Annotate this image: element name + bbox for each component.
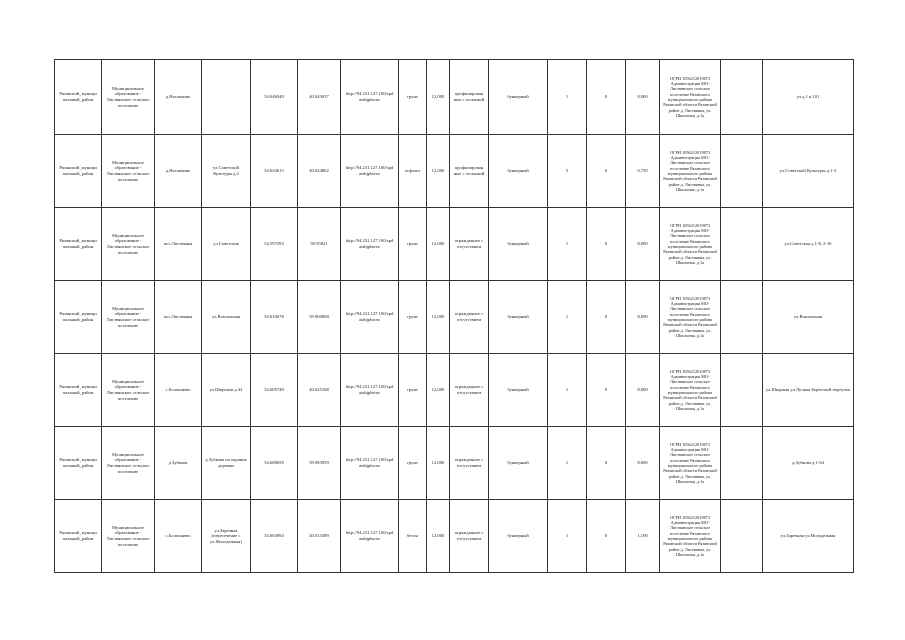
district-cell: Рязанский_муници пальный_район (55, 135, 102, 208)
municipality-cell: Муниципальное образование - Листвянское сельское поселение (102, 281, 155, 354)
locality-cell: д.Насонково (155, 135, 202, 208)
container-type-cell: бункерный (489, 427, 548, 500)
area-cell: 12,000 (427, 354, 450, 427)
source-link-cell: http://94.231.127.100/spd atabjpbsrez (341, 354, 399, 427)
table-row (55, 60, 854, 135)
street-cell: ул.Заречная (пересечение с ул.Молодежная) (202, 500, 251, 573)
volume-cell: 1,100 (626, 500, 660, 573)
area-cell: 12,000 (427, 427, 450, 500)
served-objects-cell: ул.Советской Культуры д.1-3 (763, 135, 854, 208)
served-objects-cell: ул.д.1 к.101 (763, 60, 854, 135)
source-link-cell: http://94.231.127.100/spd atabjpbsrez (341, 500, 399, 573)
municipality-cell: Муниципальное образование - Листвянское сельское поселение (102, 208, 155, 281)
source-link-cell: http://94.231.127.100/spd atabjpbsrez (341, 135, 399, 208)
longitude-cell: 39.95821 (298, 208, 341, 281)
cover-cell: огражденное с отсутствием (450, 208, 489, 281)
longitude-cell: 40.013389 (298, 500, 341, 573)
cover-cell: огражденное с отсутствием (450, 500, 489, 573)
locality-cell: с.Болошнево (155, 500, 202, 573)
latitude-cell: 54.604994 (251, 500, 298, 573)
longitude-cell: 40.024862 (298, 135, 341, 208)
cover-cell: профилирован ные с отсыпкой (450, 60, 489, 135)
container-type-cell: бункерный (489, 281, 548, 354)
table-row (55, 427, 854, 500)
planned-count-cell: 0 (587, 208, 626, 281)
latitude-cell: 54.608658 (251, 427, 298, 500)
owner-cell: ОГРН 1056212019873 Администрация МО-Листвянское сельское поселение Рязанского муниципального района Рязанской области Рязанский район д. Листвянка, ул. Школьная, д.1а (660, 135, 721, 208)
area-cell: 12,000 (427, 60, 450, 135)
latitude-cell: 54.646940 (251, 60, 298, 135)
locality-cell: д.Зубкова (155, 427, 202, 500)
latitude-cell: 54.597293 (251, 208, 298, 281)
surface-cell: бетон (399, 500, 427, 573)
container-count-cell: 1 (548, 281, 587, 354)
extra-cell (721, 427, 763, 500)
owner-cell: ОГРН 1056212019873 Администрация МО-Листвянское сельское поселение Рязанского муниципального района Рязанской области Рязанский район д. Листвянка, ул. Школьная, д.1а (660, 281, 721, 354)
planned-count-cell: 0 (587, 354, 626, 427)
served-objects-cell: ул.Заречная ул.Молодежная (763, 500, 854, 573)
municipality-cell: Муниципальное образование - Листвянское сельское поселение (102, 427, 155, 500)
container-count-cell: 5 (548, 135, 587, 208)
container-count-cell: 1 (548, 354, 587, 427)
district-cell: Рязанский_муници пальный_район (55, 500, 102, 573)
area-cell: 12,000 (427, 208, 450, 281)
container-count-cell: 1 (548, 60, 587, 135)
latitude-cell: 54.605748 (251, 354, 298, 427)
surface-cell: грунт (399, 281, 427, 354)
volume-cell: 8,000 (626, 281, 660, 354)
volume-cell: 8,000 (626, 208, 660, 281)
served-objects-cell: д.Зубкова д.1-64 (763, 427, 854, 500)
owner-cell: ОГРН 1056212019873 Администрация МО-Листвянское сельское поселение Рязанского муниципального района Рязанской области Рязанский район д. Листвянка, ул. Школьная, д.1а (660, 208, 721, 281)
container-count-cell: 1 (548, 500, 587, 573)
owner-cell: ОГРН 1056212019873 Администрация МО-Листвянское сельское поселение Рязанского муниципального района Рязанской области Рязанский район д. Листвянка, ул. Школьная, д.1а (660, 427, 721, 500)
table-row (55, 500, 854, 573)
extra-cell (721, 135, 763, 208)
owner-cell: ОГРН 1056212019873 Администрация МО-Листвянское сельское поселение Рязанского муниципального района Рязанской области Рязанский район д. Листвянка, ул. Школьная, д.1а (660, 354, 721, 427)
surface-cell: асфальт (399, 135, 427, 208)
planned-count-cell: 0 (587, 500, 626, 573)
cover-cell: огражденное с отсутствием (450, 354, 489, 427)
volume-cell: 0,750 (626, 135, 660, 208)
planned-count-cell: 0 (587, 60, 626, 135)
extra-cell (721, 281, 763, 354)
cover-cell: огражденное с отсутствием (450, 281, 489, 354)
district-cell: Рязанский_муници пальный_район (55, 427, 102, 500)
surface-cell: грунт (399, 60, 427, 135)
street-cell: ул.Широкая д.42 (202, 354, 251, 427)
owner-cell: ОГРН 1056212019873 Администрация МО-Листвянское сельское поселение Рязанского муниципального района Рязанской области Рязанский район д. Листвянка, ул. Школьная, д.1а (660, 60, 721, 135)
extra-cell (721, 208, 763, 281)
area-cell: 12,000 (427, 281, 450, 354)
planned-count-cell: 0 (587, 281, 626, 354)
street-cell: ул.Советской Культуры д.2 (202, 135, 251, 208)
container-type-cell: бункерный (489, 354, 548, 427)
longitude-cell: 40.043037 (298, 60, 341, 135)
surface-cell: грунт (399, 208, 427, 281)
municipality-cell: Муниципальное образование - Листвянское сельское поселение (102, 135, 155, 208)
cover-cell: огражденное с отсутствием (450, 427, 489, 500)
district-cell: Рязанский_муници пальный_район (55, 208, 102, 281)
latitude-cell: 54.634615 (251, 135, 298, 208)
street-cell: ул.Советская (202, 208, 251, 281)
municipality-cell: Муниципальное образование - Листвянское сельское поселение (102, 60, 155, 135)
longitude-cell: 39.960868 (298, 281, 341, 354)
container-type-cell: бункерный (489, 135, 548, 208)
locality-cell: пос.Листвянка (155, 281, 202, 354)
district-cell: Рязанский_муници пальный_район (55, 60, 102, 135)
cover-cell: профилирован ные с отсыпкой (450, 135, 489, 208)
table-row (55, 354, 854, 427)
longitude-cell: 39.983959 (298, 427, 341, 500)
surface-cell: грунт (399, 354, 427, 427)
municipality-cell: Муниципальное образование - Листвянское сельское поселение (102, 354, 155, 427)
source-link-cell: http://94.231.127.100/spd atabjpbsrez (341, 208, 399, 281)
planned-count-cell: 0 (587, 427, 626, 500)
latitude-cell: 54.610678 (251, 281, 298, 354)
volume-cell: 8,000 (626, 354, 660, 427)
source-link-cell: http://94.231.127.100/spd atabjpbsrez (341, 60, 399, 135)
municipality-cell: Муниципальное образование - Листвянское сельское поселение (102, 500, 155, 573)
longitude-cell: 40.025168 (298, 354, 341, 427)
extra-cell (721, 500, 763, 573)
container-type-cell: бункерный (489, 500, 548, 573)
served-objects-cell: ул.Советская д.1-8, 2-10 (763, 208, 854, 281)
container-type-cell: бункерный (489, 60, 548, 135)
area-cell: 12,000 (427, 500, 450, 573)
container-count-cell: 1 (548, 208, 587, 281)
served-objects-cell: ул.Широкая ул.Лучная Береговой переулок (763, 354, 854, 427)
extra-cell (721, 60, 763, 135)
source-link-cell: http://94.231.127.100/spd atabjpbsrez (341, 281, 399, 354)
waste-sites-table (54, 59, 854, 573)
street-cell: ул.Вокзальная (202, 281, 251, 354)
street-cell (202, 60, 251, 135)
volume-cell: 8,000 (626, 60, 660, 135)
district-cell: Рязанский_муници пальный_район (55, 281, 102, 354)
served-objects-cell: ул.Вокзальная (763, 281, 854, 354)
planned-count-cell: 0 (587, 135, 626, 208)
source-link-cell: http://94.231.127.100/spd atabjpbsrez (341, 427, 399, 500)
table-row (55, 208, 854, 281)
district-cell: Рязанский_муници пальный_район (55, 354, 102, 427)
locality-cell: пос.Листвянка (155, 208, 202, 281)
locality-cell: д.Насонково (155, 60, 202, 135)
container-count-cell: 1 (548, 427, 587, 500)
table-row (55, 135, 854, 208)
owner-cell: ОГРН 1056212019873 Администрация МО-Листвянское сельское поселение Рязанского муниципального района Рязанской области Рязанский район д. Листвянка, ул. Школьная, д.1а (660, 500, 721, 573)
surface-cell: грунт (399, 427, 427, 500)
area-cell: 12,000 (427, 135, 450, 208)
locality-cell: с.Болошнево (155, 354, 202, 427)
container-type-cell: бункерный (489, 208, 548, 281)
volume-cell: 8,000 (626, 427, 660, 500)
street-cell: д.Зубкова на окраине деревни (202, 427, 251, 500)
extra-cell (721, 354, 763, 427)
table-row (55, 281, 854, 354)
